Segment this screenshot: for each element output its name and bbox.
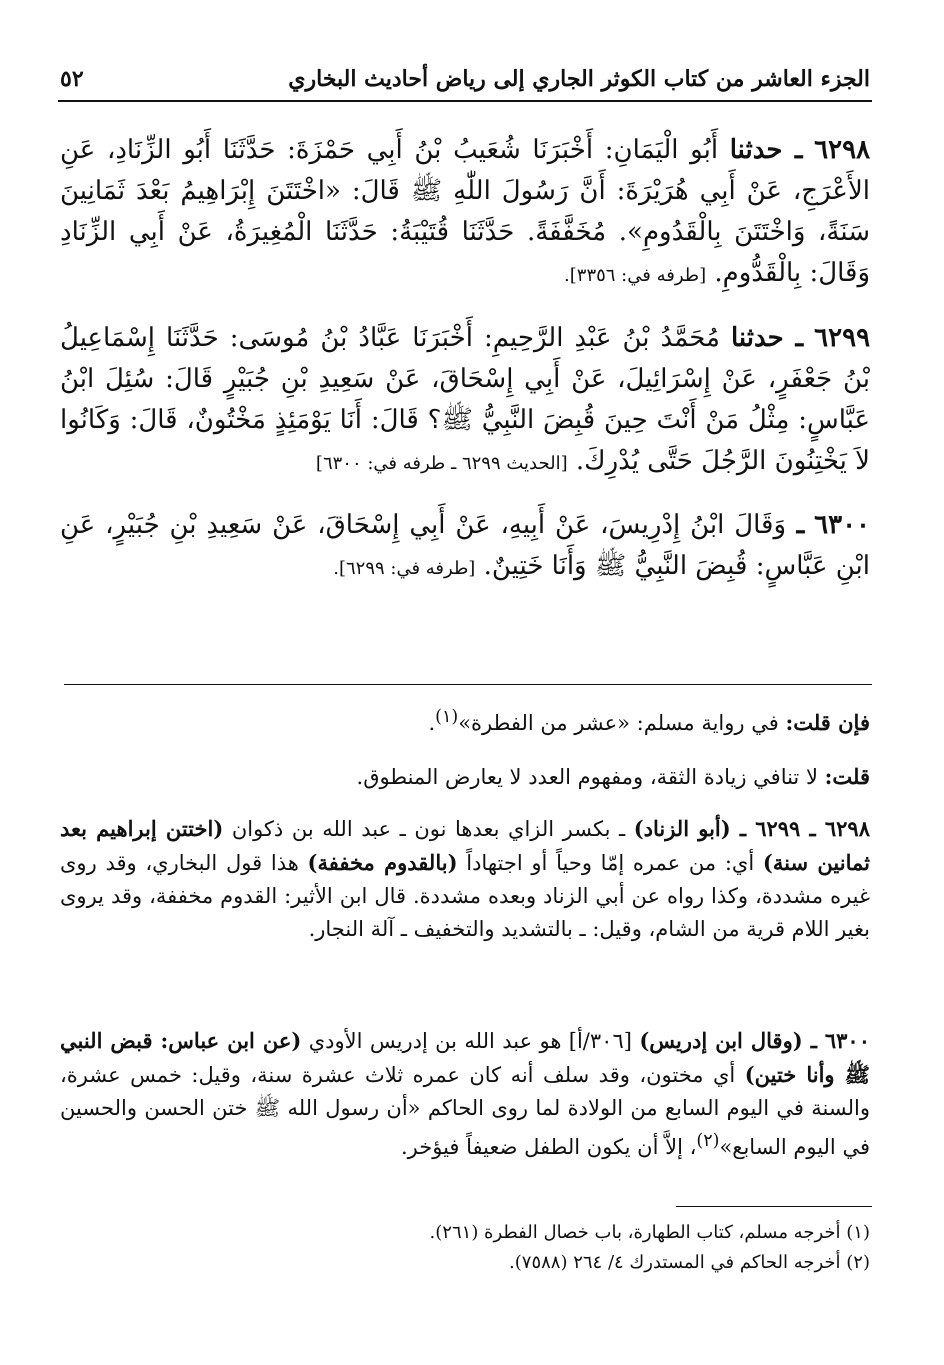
commentary-heading: ٦٣٠٠ ـ (وقال ابن إدريس): [639, 1028, 870, 1053]
commentary-text: [٣٠٦/أ] هو عبد الله بن إدريس الأودي: [308, 1029, 632, 1053]
footnote-mark: (١): [846, 1222, 870, 1243]
page-number: ٥٢: [60, 66, 84, 92]
dash: ـ: [783, 323, 804, 353]
hadith-number: ٦٣٠٠: [814, 510, 871, 540]
footnote-ref: (١): [435, 707, 459, 727]
dash: ـ: [786, 510, 805, 540]
commentary-lead: قلت:: [824, 764, 870, 789]
hadith-text: مُحَمَّدُ بْنُ عَبْدِ الرَّحِيمِ: أَخْبَرَنَا عَبَّادُ بْنُ مُوسَى: حَدَّثَنَا إِسْمَاعِيلُ بْنُ جَعْفَرٍ، عَنْ إِسْرَائِيلَ، عَنْ أَبِي إِسْحَاقَ، عَنْ سَعِيدِ بْنِ جُبَيْرٍ قَالَ: سُئِلَ ابْنُ عَبَّاسٍ: مِثْلُ مَنْ أَنْتَ حِينَ قُبِضَ النَّبِيُّ ﷺ؟ قَالَ: أَنَا يَوْمَئِذٍ مَخْتُونٌ، قَالَ: وَكَانُوا لاَ يَخْتِنُونَ الرَّجُلَ حَتَّى يُدْرِكَ.: [60, 323, 870, 476]
commentary-end: .: [428, 711, 436, 735]
commentary-text: في رواية مسلم: «عشر من الفطرة»: [458, 711, 779, 735]
hadith-6299: [60, 318, 870, 484]
hadith-6300: [60, 505, 870, 589]
commentary-text: هذا قول البخاري، وقد روى غيره مشددة، وكذا رواه عن أبي الزناد وبعده مشددة. قال ابن الأثير: القدوم مخففة، وقد يروى بغير اللام قرية من الشام، وقيل: ـ بالتشديد والتخفيف ـ آلة النجار.: [60, 851, 870, 941]
hadith-text: أَبُو الْيَمَانِ: أَخْبَرَنَا شُعَيبُ بْنُ أَبِي حَمْزَةَ: حَدَّثَنَا أَبُو الزِّنَادِ، عَنِ الأَعْرَجِ، عَنْ أَبِي هُرَيْرَةَ: أَنَّ رَسُولَ اللّٰهِ ﷺ قَالَ: «اخْتَتَنَ إِبْرَاهِيمُ بَعْدَ ثَمَانِينَ سَنَةً، وَاخْتَتَنَ بِالْقَدُومِ». مُخَفَّفَةً. حَدَّثَنَا قُتَيْبَةُ: حَدَّثَنَا الْمُغِيرَةُ، عَنْ أَبِي الزِّنَادِ وَقَالَ: بِالْقَدُّومِ.: [60, 135, 870, 288]
footnote-item: [60, 1218, 870, 1248]
footnote-ref: (٢): [696, 1131, 720, 1151]
commentary-text: أي: من عمره إمّا وحياً أو اجتهاداً: [466, 851, 755, 875]
hadith-reference: [طرفه في: ٣٣٥٦].: [564, 265, 707, 286]
commentary-quote: (اختتن إبراهيم بعد ثمانين سنة): [60, 816, 870, 875]
commentary-lead: فإن قلت:: [785, 710, 870, 735]
commentary-text: ، إلاَّ أن يكون الطفل ضعيفاً فيؤخر.: [400, 1135, 697, 1159]
footnote-mark: (٢): [846, 1252, 870, 1273]
hadith-number: ٦٢٩٨: [814, 135, 871, 165]
running-title: الجزء العاشر من كتاب الكوثر الجاري إلى رياض أحاديث البخاري: [288, 66, 870, 92]
hadith-text: وَقَالَ ابْنُ إِدْرِيسَ، عَنْ أَبِيهِ، عَنْ أَبِي إِسْحَاقَ، عَنْ سَعِيدِ بْنِ جُبَيْرٍ، عَنِ ابْنِ عَبَّاسٍ: قُبِضَ النَّبِيُّ ﷺ وَأَنَا خَتِينٌ.: [60, 510, 870, 581]
commentary-6298-6299: [60, 812, 870, 946]
section-separator: [64, 684, 872, 685]
dash: ـ: [782, 135, 803, 165]
commentary-quote: (عن ابن عباس: قبض النبي ﷺ وأنا ختين): [60, 1028, 871, 1087]
commentary-answer: [60, 760, 870, 794]
commentary-question: [60, 701, 870, 740]
footnotes: [60, 1218, 870, 1278]
commentary-quote: (بالقدوم مخففة): [307, 850, 458, 875]
footnote-text: أخرجه مسلم، كتاب الطهارة، باب خصال الفطرة (٢٦١).: [429, 1222, 841, 1243]
commentary-text: لا تنافي زيادة الثقة، ومفهوم العدد لا يعارض المنطوق.: [356, 765, 818, 789]
header-rule: [58, 100, 872, 102]
footnote-rule: [676, 1206, 872, 1207]
commentary-heading: ٦٢٩٨ ـ ٦٢٩٩ ـ (أبو الزناد): [633, 816, 870, 841]
hadith-number: ٦٢٩٩: [814, 323, 871, 353]
hadith-opening: حدثنا: [729, 135, 783, 165]
hadith-reference: [طرفه في: ٦٢٩٩].: [333, 558, 476, 579]
hadith-opening: حدثنا: [730, 323, 784, 353]
commentary-text: ـ بكسر الزاي بعدها نون ـ عبد الله بن ذكوان: [231, 817, 626, 841]
running-header: [60, 58, 870, 98]
hadith-6298: [60, 130, 870, 296]
hadith-reference: [الحديث ٦٢٩٩ ـ طرفه في: ٦٣٠٠]: [315, 453, 568, 474]
commentary-6300: [60, 1024, 870, 1164]
commentary-text: أي مختون، وقد سلف أنه كان عمره ثلاث عشرة سنة، وقيل: خمس عشرة، والسنة في اليوم السابع من الولادة لما روى الحاكم «أن رسول الله ﷺ ختن الحسن والحسين في اليوم السابع»: [60, 1063, 870, 1159]
footnote-item: [60, 1248, 870, 1278]
footnote-text: أخرجه الحاكم في المستدرك ٤/ ٢٦٤ (٧٥٨٨).: [509, 1252, 841, 1273]
